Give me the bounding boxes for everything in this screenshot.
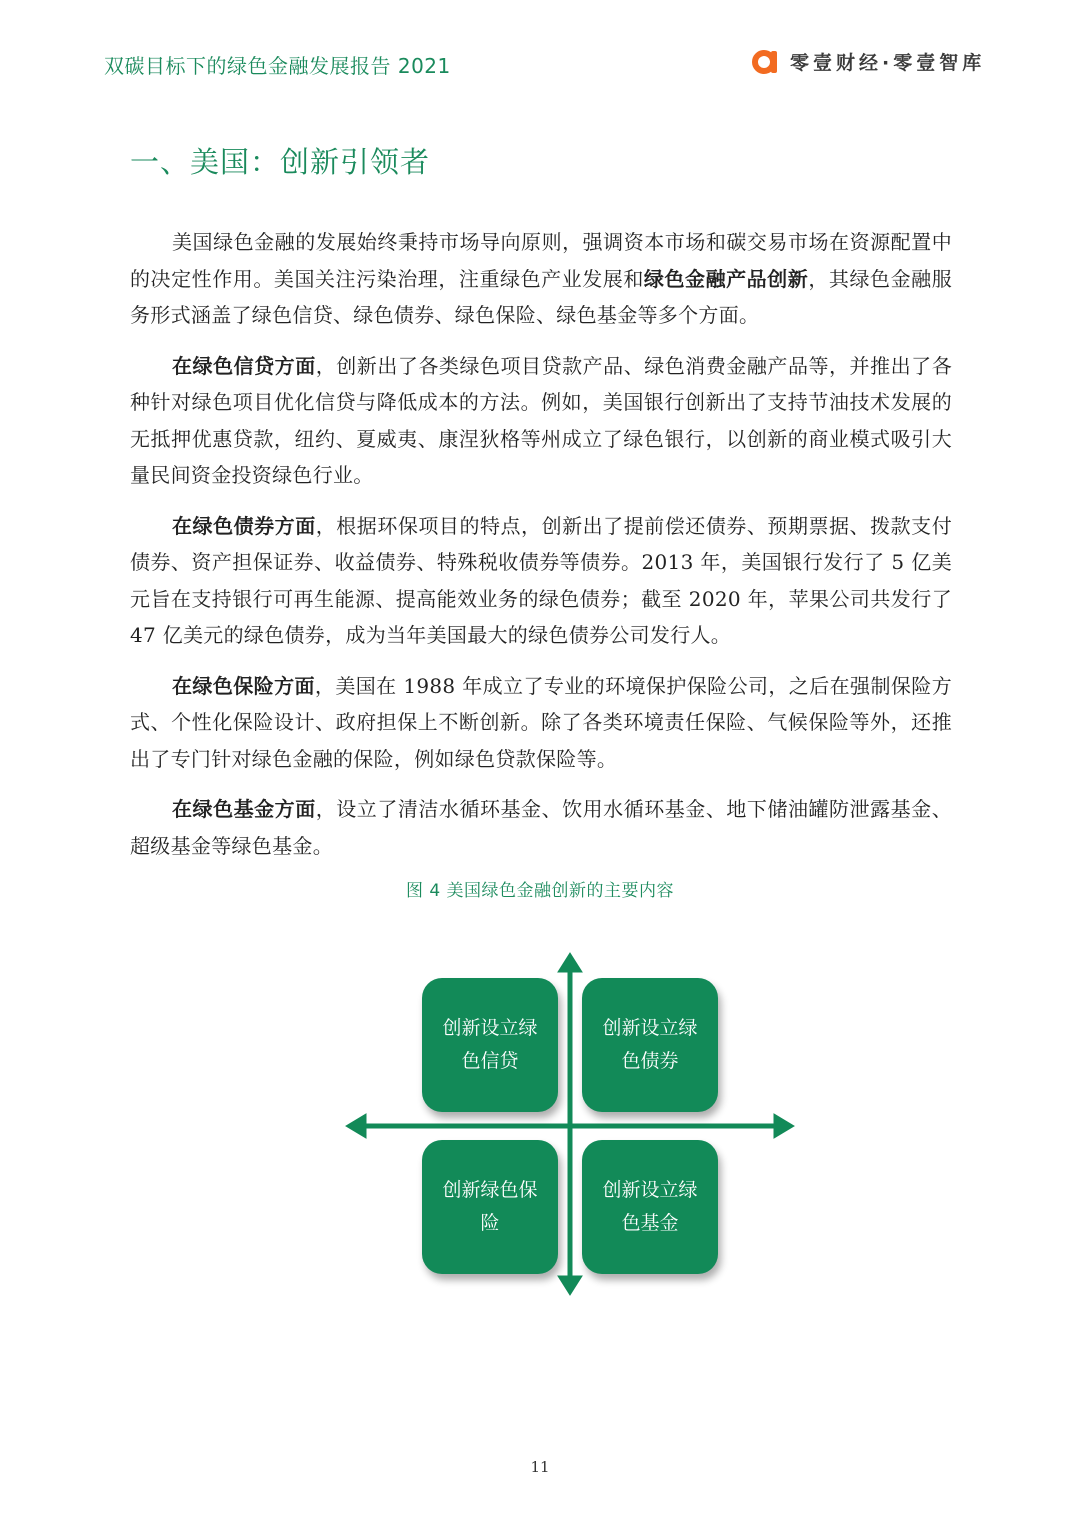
arrow-left-icon [346, 1114, 366, 1138]
quadrant-green-credit: 创新设立绿色信贷 [422, 978, 558, 1112]
body-text [130, 224, 952, 878]
paragraph-green-insurance: 在绿色保险方面，美国在 1988 年成立了专业的环境保护保险公司，之后在强制保险方式、个性化保险设计、政府担保上不断创新。除了各类环境责任保险、气候保险等外，还推出了专门针对绿色金融的保险，例如绿色贷款保险等。 [130, 673, 953, 771]
paragraph-green-credit: 在绿色信贷方面，创新出了各类绿色项目贷款产品、绿色消费金融产品等，并推出了各种针对绿色项目优化信贷与降低成本的方法。例如，美国银行创新出了支持节油技术发展的无抵押优惠贷款，纽约、夏威夷、康涅狄格等州成立了绿色银行，以创新的商业模式吸引大量民间资金投资绿色行业。 [130, 353, 952, 487]
paragraph-intro: 美国绿色金融的发展始终秉持市场导向原则，强调资本市场和碳交易市场在资源配置中的决定性作用。美国关注污染治理，注重绿色产业发展和绿色金融产品创新，其绿色金融服务形式涵盖了绿色信贷、绿色债券、绿色保险、绿色基金等多个方面。 [130, 230, 952, 327]
paragraph-green-bonds: 在绿色债券方面，根据环保项目的特点，创新出了提前偿还债券、预期票据、拨款支付债券、资产担保证券、收益债券、特殊税收债券等债券。2013 年，美国银行发行了 5 亿美元旨在支持银行可再生能源、提高能效业务的绿色债券；截至 2020 年，苹果公司共发行了 47 亿美元的绿色债券，成为当年美国最大的绿色债券公司发行人。 [130, 513, 952, 647]
arrow-down-icon [558, 1276, 582, 1295]
report-header-title: 双碳目标下的绿色金融发展报告 2021 [104, 54, 451, 78]
arrow-right-icon [774, 1114, 794, 1138]
paragraph-lead: 在绿色基金方面 [172, 797, 316, 821]
innovation-quadrant-diagram [340, 950, 800, 1300]
arrow-up-icon [558, 953, 582, 972]
quadrant-green-funds: 创新设立绿色基金 [582, 1140, 718, 1274]
paragraph-lead: 在绿色信贷方面 [172, 353, 316, 378]
paragraph-lead: 在绿色保险方面 [172, 673, 315, 698]
section-title: 一、美国：创新引领者 [130, 145, 431, 179]
quadrant-green-insurance: 创新绿色保险 [422, 1140, 558, 1274]
figure-caption: 图 4 美国绿色金融创新的主要内容 [405, 881, 675, 901]
brand [752, 46, 985, 76]
quadrant-green-bonds: 创新设立绿色债券 [582, 978, 718, 1112]
cross-arrows [340, 950, 800, 1300]
brand-logo-icon [752, 47, 780, 75]
brand-name: 零壹财经·零壹智库 [790, 51, 986, 74]
paragraph-lead: 在绿色债券方面 [172, 513, 316, 538]
page-number: 11 [530, 1458, 550, 1476]
bold-phrase: 绿色金融产品创新 [643, 266, 809, 291]
paragraph-green-funds: 在绿色基金方面，设立了清洁水循环基金、饮用水循环基金、地下储油罐防泄露基金、超级基金等绿色基金。 [130, 797, 952, 858]
